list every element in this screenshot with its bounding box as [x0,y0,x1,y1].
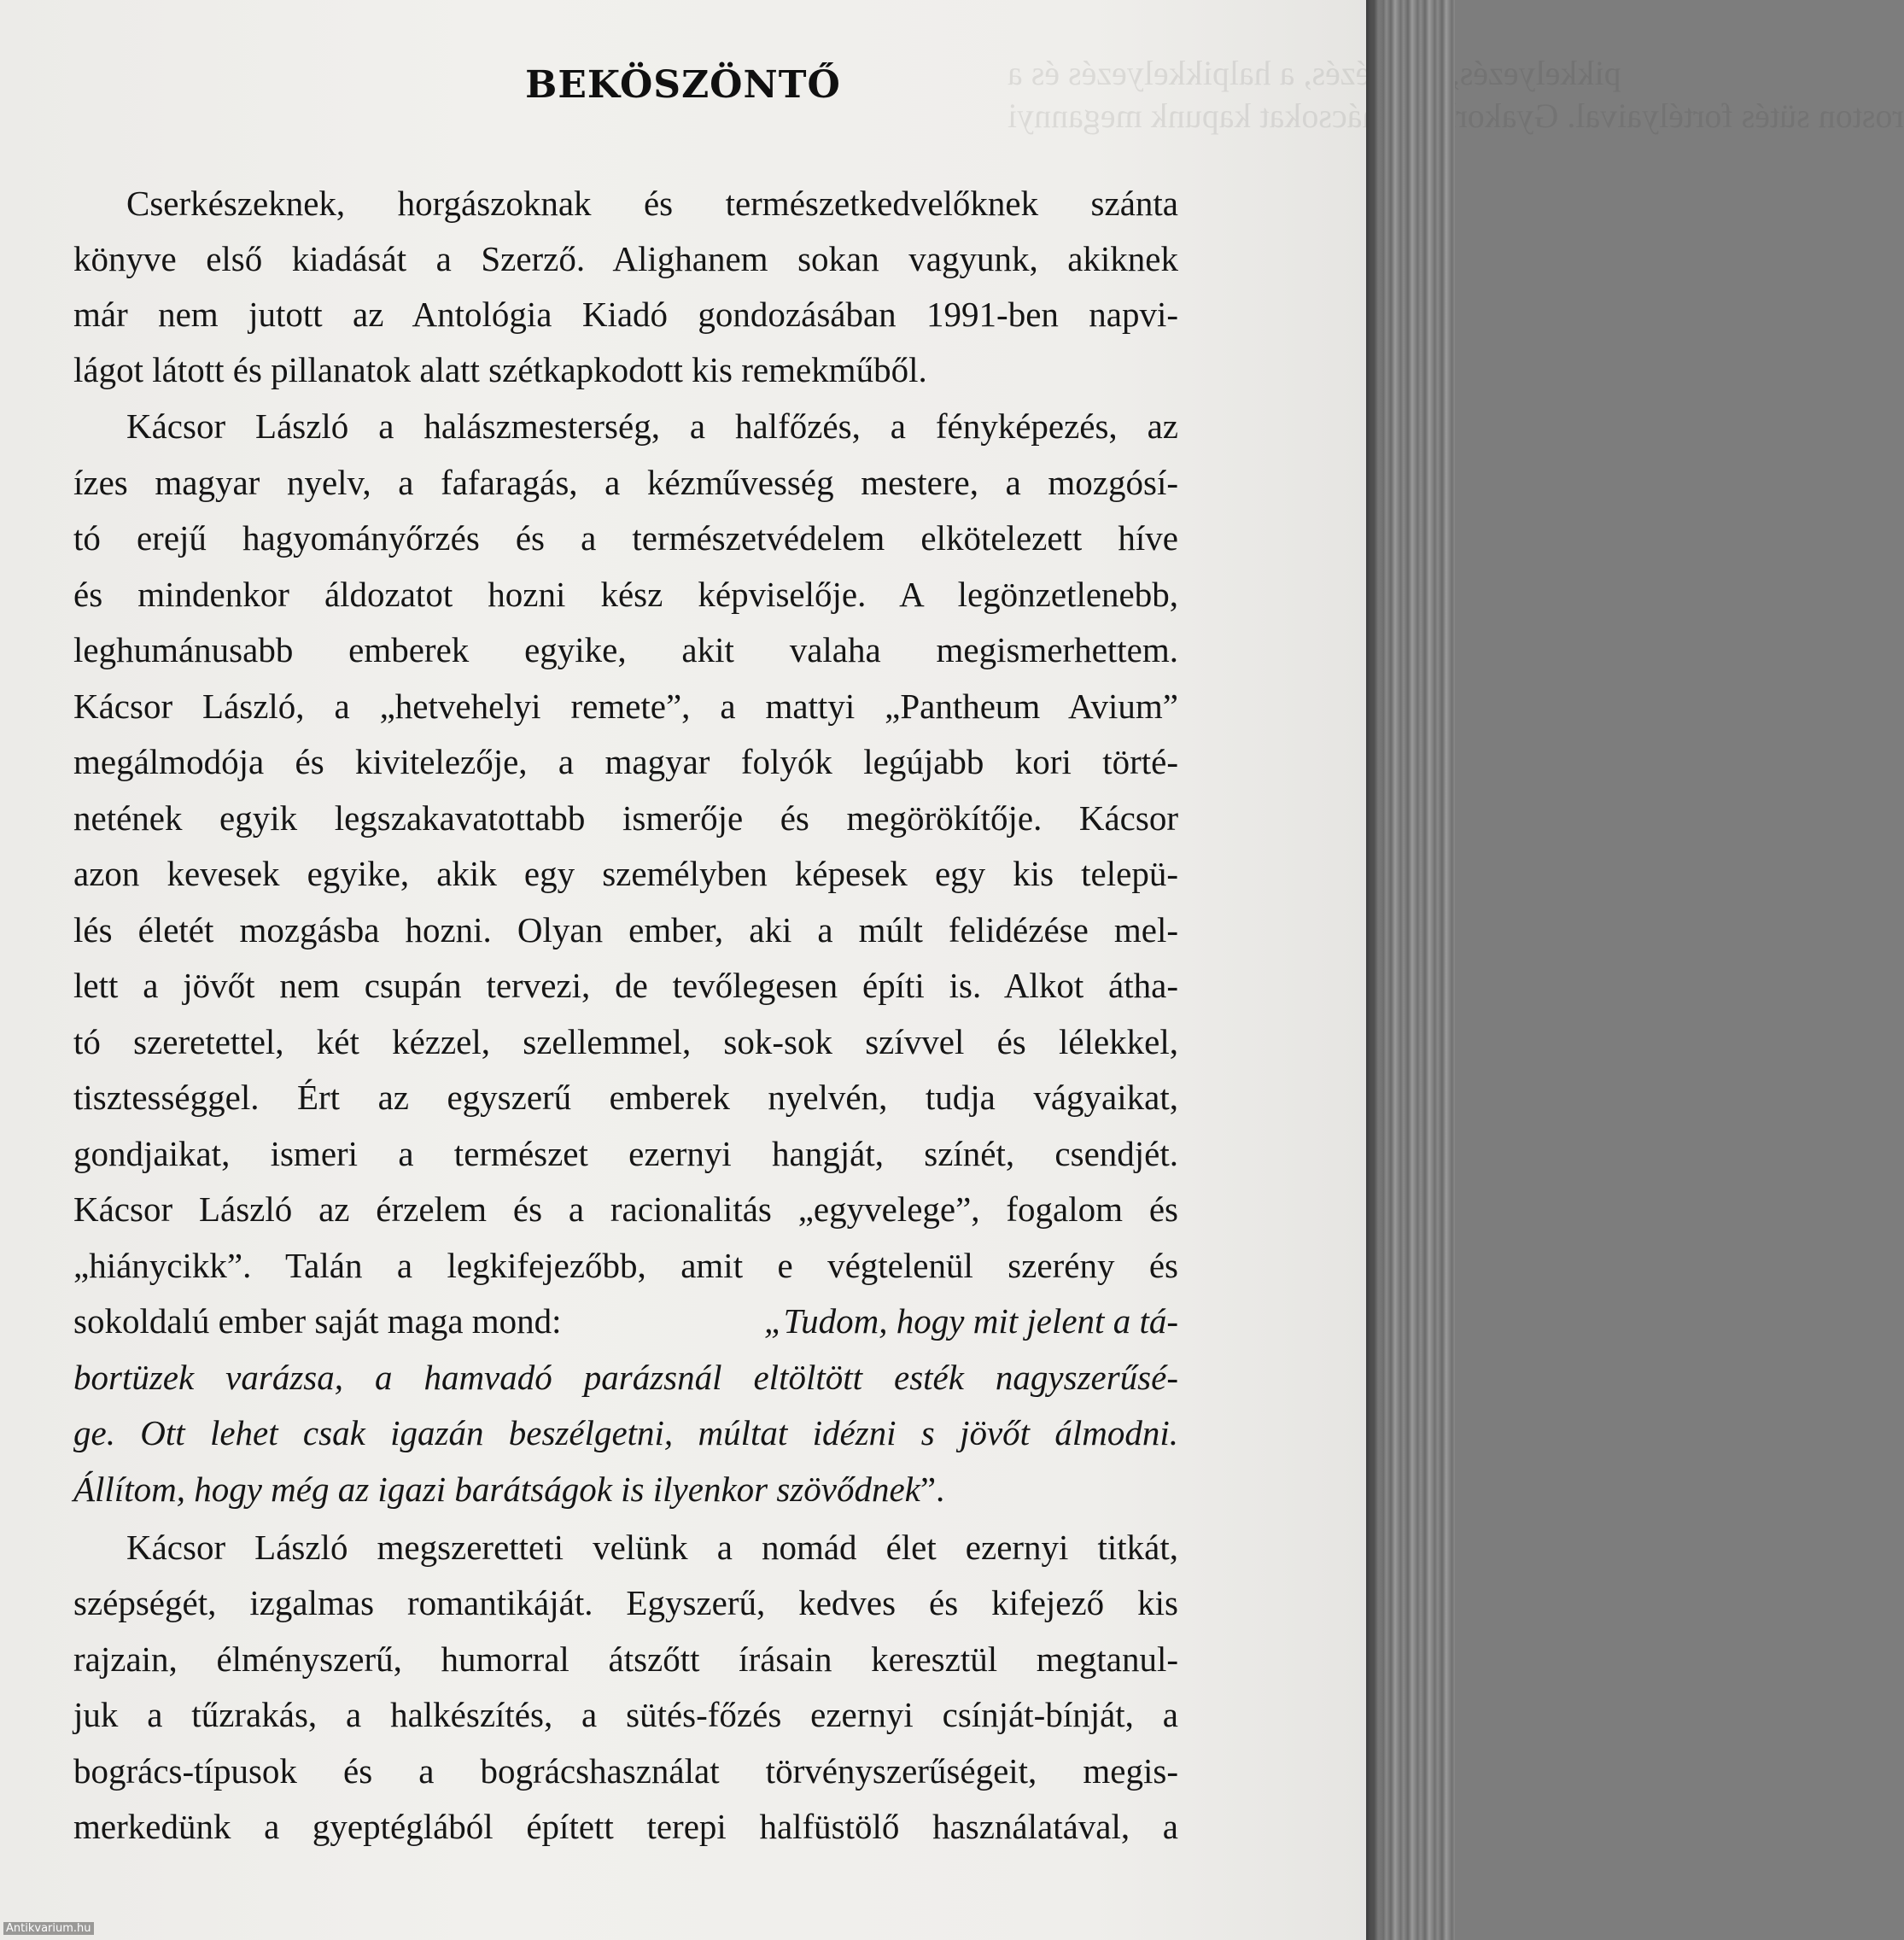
page-gutter-shadow [1366,0,1385,1940]
text-line: lágot látott és pillanatok alatt szétkapkodott kis remekműből. [73,350,927,389]
text-line: lés életét mozgásba hozni. Olyan ember, aki a múlt felidézése mel- [73,910,1178,950]
text-line: ízes magyar nyelv, a fafaragás, a kézművesség mestere, a mozgósí- [73,463,1178,502]
text-line: szépségét, izgalmas romantikáját. Egyszerű, kedves és kifejező kis [73,1583,1178,1622]
quote-segment: „Tudom, hogy mit jelent a tá- [763,1301,1178,1341]
text-line: „hiánycikk”. Talán a legkifejezőbb, amit e végtelenül szerény és [73,1246,1178,1285]
text-line: azon kevesek egyike, akik egy személyben képesek egy kis telepü- [73,854,1178,893]
text-line: már nem jutott az Antológia Kiadó gondozásában 1991-ben napvi- [73,295,1178,334]
text-line: lett a jövőt nem csupán tervezi, de tevőlegesen építi is. Alkot átha- [73,966,1178,1005]
text-segment: ”. [920,1470,945,1509]
text-line: tó erejű hagyományőrzés és a természetvédelem elkötelezett híve [73,518,1178,558]
text-line [73,1301,1178,1341]
page-title: BEKÖSZÖNTŐ [525,63,841,107]
text-line: bogrács-típusok és a bográcshasználat törvényszerűségeit, megis- [73,1751,1178,1791]
quote-line [73,1472,1178,1507]
text-line: könyve első kiadását a Szerző. Alighanem sokan vagyunk, akiknek [73,239,1178,278]
bleed-line: roston sütés fortélyaival. Gyakorlati tanácsokat kapunk megannyi [1007,96,1904,135]
text-line: netének egyik legszakavatottabb ismerője és megörökítője. Kácsor [73,798,1178,838]
quote-line: ge. Ott lehet csak igazán beszélgetni, múltat idézni s jövőt álmodni. [73,1413,1178,1452]
quote-segment: Állítom, hogy még az igazi barátságok is ilyenkor szövődnek [73,1470,920,1509]
text-line: megálmodója és kivitelezője, a magyar folyók legújabb kori törté- [73,742,1178,781]
text-line: rajzain, élményszerű, humorral átszőtt írásain keresztül megtanul- [73,1639,1178,1679]
text-line: Kácsor László az érzelem és a racionalitás „egyvelege”, fogalom és [73,1189,1178,1229]
text-segment: sokoldalú ember saját maga mond: [73,1301,570,1341]
text-line: tó szeretettel, két kézzel, szellemmel, sok-sok szívvel és lélekkel, [73,1022,1178,1061]
text-line: Kácsor László a halászmesterség, a halfőzés, a fényképezés, az [126,406,1178,446]
text-line: juk a tűzrakás, a halkészítés, a sütés-főzés ezernyi csínját-bínját, a [73,1695,1178,1734]
bleed-line: pikkelyezés, halfilézés, a halpikkelyezés és a [1007,54,1621,92]
text-line: Cserkészeknek, horgászoknak és természetkedvelőknek szánta [126,184,1178,223]
text-line: Kácsor László megszeretteti velünk a nomád élet ezernyi titkát, [126,1528,1178,1567]
text-line: és mindenkor áldozatot hozni kész képviselője. A legönzetlenebb, [73,575,1178,614]
quote-line: bortüzek varázsa, a hamvadó parázsnál eltöltött esték nagyszerűsé- [73,1358,1178,1397]
text-line: merkedünk a gyeptéglából épített terepi halfüstölő használatával, a [73,1807,1178,1846]
text-line: gondjaikat, ismeri a természet ezernyi hangját, színét, csendjét. [73,1134,1178,1173]
text-line: Kácsor László, a „hetvehelyi remete”, a mattyi „Pantheum Avium” [73,687,1178,726]
watermark: Antikvarium.hu [3,1922,94,1935]
text-line: tisztességgel. Ért az egyszerű emberek nyelvén, tudja vágyaikat, [73,1078,1178,1117]
text-line: leghumánusabb emberek egyike, akit valaha megismerhettem. [73,630,1178,669]
